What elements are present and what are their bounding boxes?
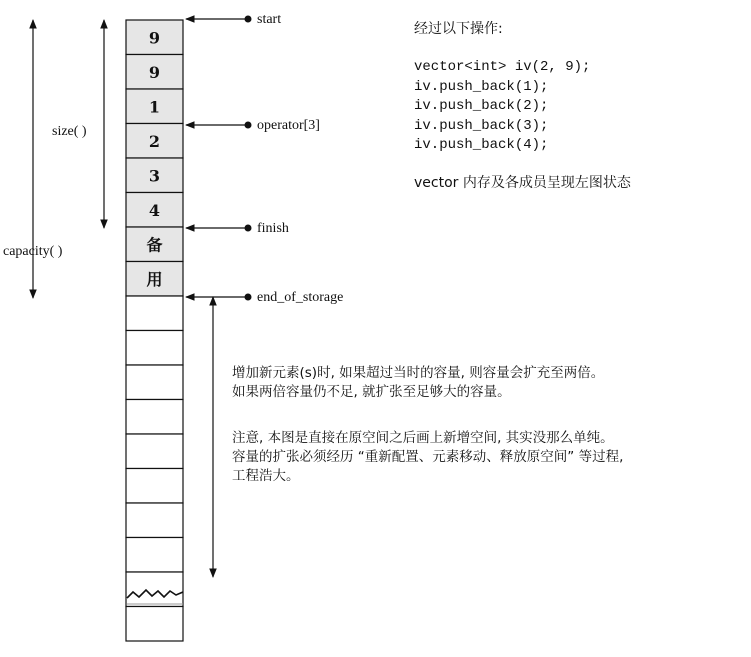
warning-note-line: 工程浩大。	[232, 468, 300, 484]
empty-memory-cell	[126, 538, 183, 573]
code-line: iv.push_back(1);	[414, 78, 549, 95]
growth-note	[232, 364, 732, 402]
cell-value: 4	[148, 200, 161, 220]
empty-memory-cell	[126, 607, 183, 642]
empty-memory-cell	[126, 365, 183, 400]
finish-label: finish	[257, 221, 289, 236]
code-line: iv.push_back(2);	[414, 98, 549, 114]
growth-note-line: 增加新元素(s)时, 如果超过当时的容量, 则容量会扩充至两倍。	[232, 365, 605, 381]
empty-memory-cell	[126, 469, 183, 504]
code-caption: vector 内存及各成员呈现左图状态	[414, 174, 631, 191]
cell-value: 9	[148, 62, 161, 82]
start-label: start	[257, 12, 282, 27]
growth-note-line: 如果两倍容量仍不足, 就扩张至足够大的容量。	[232, 384, 511, 400]
finish-pointer-dot	[245, 225, 252, 232]
start-pointer-dot	[245, 16, 252, 23]
code-heading: 经过以下操作:	[414, 21, 503, 37]
warning-note-line: 容量的扩张必须经历 “重新配置、元素移动、释放原空间” 等过程,	[232, 449, 624, 465]
cell-value: 2	[148, 131, 161, 151]
code-line: iv.push_back(3);	[414, 117, 549, 134]
cell-value: 1	[148, 97, 161, 117]
empty-memory-cell	[126, 296, 183, 331]
operator3-label: operator[3]	[257, 118, 320, 133]
cell-value: 9	[148, 28, 161, 48]
size-label: size( )	[52, 124, 87, 139]
empty-memory-cell	[126, 572, 183, 607]
code-line: vector<int> iv(2, 9);	[414, 59, 591, 75]
spare-cell-label: 用	[146, 269, 163, 289]
cell-value: 3	[148, 166, 161, 186]
memory-cells	[126, 20, 183, 641]
code-line: iv.push_back(4);	[414, 137, 549, 153]
end-of-storage-pointer-dot	[245, 294, 252, 301]
spare-cell-label: 备	[146, 235, 163, 255]
warning-note-line: 注意, 本图是直接在原空间之后画上新增空间, 其实没那么单纯。	[232, 430, 614, 446]
empty-memory-cell	[126, 331, 183, 366]
capacity-label: capacity( )	[3, 244, 63, 259]
empty-memory-cell	[126, 400, 183, 435]
empty-memory-cell	[126, 503, 183, 538]
warning-note	[232, 429, 732, 486]
empty-memory-cell	[126, 434, 183, 469]
operator3-pointer-dot	[245, 122, 252, 129]
code-panel	[414, 18, 744, 192]
end-of-storage-label: end_of_storage	[257, 290, 344, 305]
